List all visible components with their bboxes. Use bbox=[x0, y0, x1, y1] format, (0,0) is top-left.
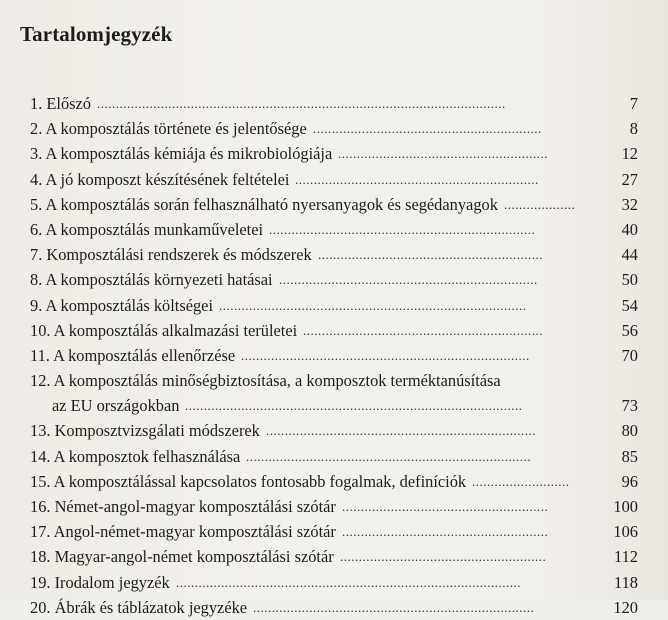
dot-leader: ............................................................................................ bbox=[176, 574, 521, 590]
dot-leader: ........................................................................... bbox=[253, 599, 535, 615]
toc-entry-page-number: 56 bbox=[621, 320, 638, 340]
dot-leader: ....................................................... bbox=[342, 499, 549, 515]
toc-entry-title: 17. Angol-német-magyar komposztálási szótár bbox=[30, 522, 336, 542]
toc-entry-title: 6. A komposztálás munkaműveletei bbox=[30, 219, 264, 239]
toc-entry bbox=[30, 116, 638, 141]
toc-entry bbox=[30, 167, 638, 192]
dot-leader: ............................................................................................................. bbox=[97, 96, 506, 111]
toc-entry-page-number: 85 bbox=[621, 446, 638, 466]
dot-leader: .................................................................................. bbox=[219, 297, 527, 313]
dot-leader: ................... bbox=[504, 196, 576, 212]
toc-entry-title: 1. Előszó bbox=[30, 94, 92, 113]
toc-entry bbox=[30, 595, 638, 620]
toc-entry-title: 15. A komposztálással kapcsolatos fontosabb fogalmak, definíciók bbox=[30, 471, 467, 491]
toc-entry-title: 11. A komposztálás ellenőrzése bbox=[30, 345, 236, 365]
toc-entry-page-number: 100 bbox=[613, 497, 638, 517]
dot-leader: ............................................................ bbox=[318, 247, 543, 263]
toc-entry bbox=[30, 318, 638, 343]
toc-entry-page-number: 27 bbox=[621, 169, 638, 189]
toc-entry-page-number: 106 bbox=[613, 522, 638, 542]
toc-entry-page-number: 96 bbox=[621, 471, 638, 491]
toc-entry bbox=[30, 418, 638, 443]
toc-entry-title: 9. A komposztálás költségei bbox=[30, 295, 214, 315]
toc-entry bbox=[30, 544, 638, 569]
toc-entry bbox=[30, 469, 638, 494]
toc-entry-title: 3. A komposztálás kémiája és mikrobiológiája bbox=[30, 144, 333, 164]
toc-entry-page-number: 73 bbox=[621, 396, 638, 416]
dot-leader: ........................................................................ bbox=[266, 423, 536, 439]
toc-entry-page-number: 32 bbox=[621, 194, 638, 214]
toc-entry-page-number: 50 bbox=[621, 270, 638, 290]
toc-entry bbox=[30, 494, 638, 519]
table-of-contents bbox=[30, 91, 638, 620]
toc-entry bbox=[30, 267, 638, 292]
dot-leader: ....................................................... bbox=[342, 524, 549, 540]
toc-entry bbox=[30, 519, 638, 544]
toc-entry-title: 4. A jó komposzt készítésének feltételei bbox=[30, 169, 290, 189]
toc-entry bbox=[30, 368, 638, 418]
dot-leader: ............................................................................ bbox=[246, 448, 531, 464]
toc-entry bbox=[30, 192, 638, 217]
dot-leader: ....................................................................... bbox=[269, 221, 536, 237]
toc-entry bbox=[30, 570, 638, 595]
toc-entry-title: 14. A komposztok felhasználása bbox=[30, 446, 241, 466]
dot-leader: ............................................................. bbox=[313, 121, 542, 137]
toc-entry-title: 12. A komposztálás minőségbiztosítása, a komposztok terméktanúsítása bbox=[30, 371, 501, 391]
dot-leader: ..................................................................... bbox=[279, 272, 538, 288]
toc-entry-page-number: 7 bbox=[629, 94, 638, 113]
toc-entry-title: 7. Komposztálási rendszerek és módszerek bbox=[30, 245, 312, 265]
toc-entry-title: 19. Irodalom jegyzék bbox=[30, 572, 170, 592]
toc-entry-page-number: 54 bbox=[621, 295, 638, 315]
toc-entry bbox=[30, 242, 638, 267]
toc-entry-page-number: 118 bbox=[614, 572, 638, 592]
dot-leader: .......................................................................................... bbox=[185, 398, 523, 414]
dot-leader: ................................................................. bbox=[295, 171, 539, 187]
toc-entry-page-number: 12 bbox=[621, 144, 638, 164]
toc-entry bbox=[30, 293, 638, 318]
toc-entry bbox=[30, 343, 638, 368]
toc-entry-page-number: 112 bbox=[614, 547, 638, 567]
toc-entry-title: 2. A komposztálás története és jelentősége bbox=[30, 119, 307, 139]
toc-entry-title: 5. A komposztálás során felhasználható nyersanyagok és segédanyagok bbox=[30, 194, 498, 214]
toc-entry bbox=[30, 217, 638, 242]
dot-leader: .......................... bbox=[472, 473, 570, 489]
dot-leader: ................................................................ bbox=[303, 322, 543, 338]
page-title: Tartalomjegyzék bbox=[20, 22, 173, 46]
toc-entry-title: 8. A komposztálás környezeti hatásai bbox=[30, 270, 273, 290]
toc-entry bbox=[30, 444, 638, 469]
toc-entry-page-number: 40 bbox=[621, 219, 638, 239]
toc-entry-page-number: 80 bbox=[621, 421, 638, 441]
toc-entry-title: 13. Komposztvizsgálati módszerek bbox=[30, 421, 260, 441]
dot-leader: ............................................................................. bbox=[241, 347, 530, 363]
toc-entry-title-continued: az EU országokban bbox=[52, 396, 180, 416]
toc-entry-page-number: 8 bbox=[629, 119, 638, 139]
dot-leader: ....................................................... bbox=[340, 549, 547, 565]
toc-entry-title: 20. Ábrák és táblázatok jegyzéke bbox=[30, 597, 248, 617]
toc-entry-title: 16. Német-angol-magyar komposztálási szótár bbox=[30, 497, 336, 517]
dot-leader: ........................................................ bbox=[338, 146, 548, 162]
toc-entry-page-number: 70 bbox=[621, 345, 638, 365]
toc-entry bbox=[30, 91, 638, 116]
toc-entry-title: 10. A komposztálás alkalmazási területei bbox=[30, 320, 298, 340]
toc-entry-title: 18. Magyar-angol-német komposztálási szótár bbox=[30, 547, 334, 567]
toc-entry-page-number: 44 bbox=[621, 245, 638, 265]
toc-entry-page-number: 120 bbox=[613, 597, 638, 617]
toc-entry bbox=[30, 141, 638, 166]
